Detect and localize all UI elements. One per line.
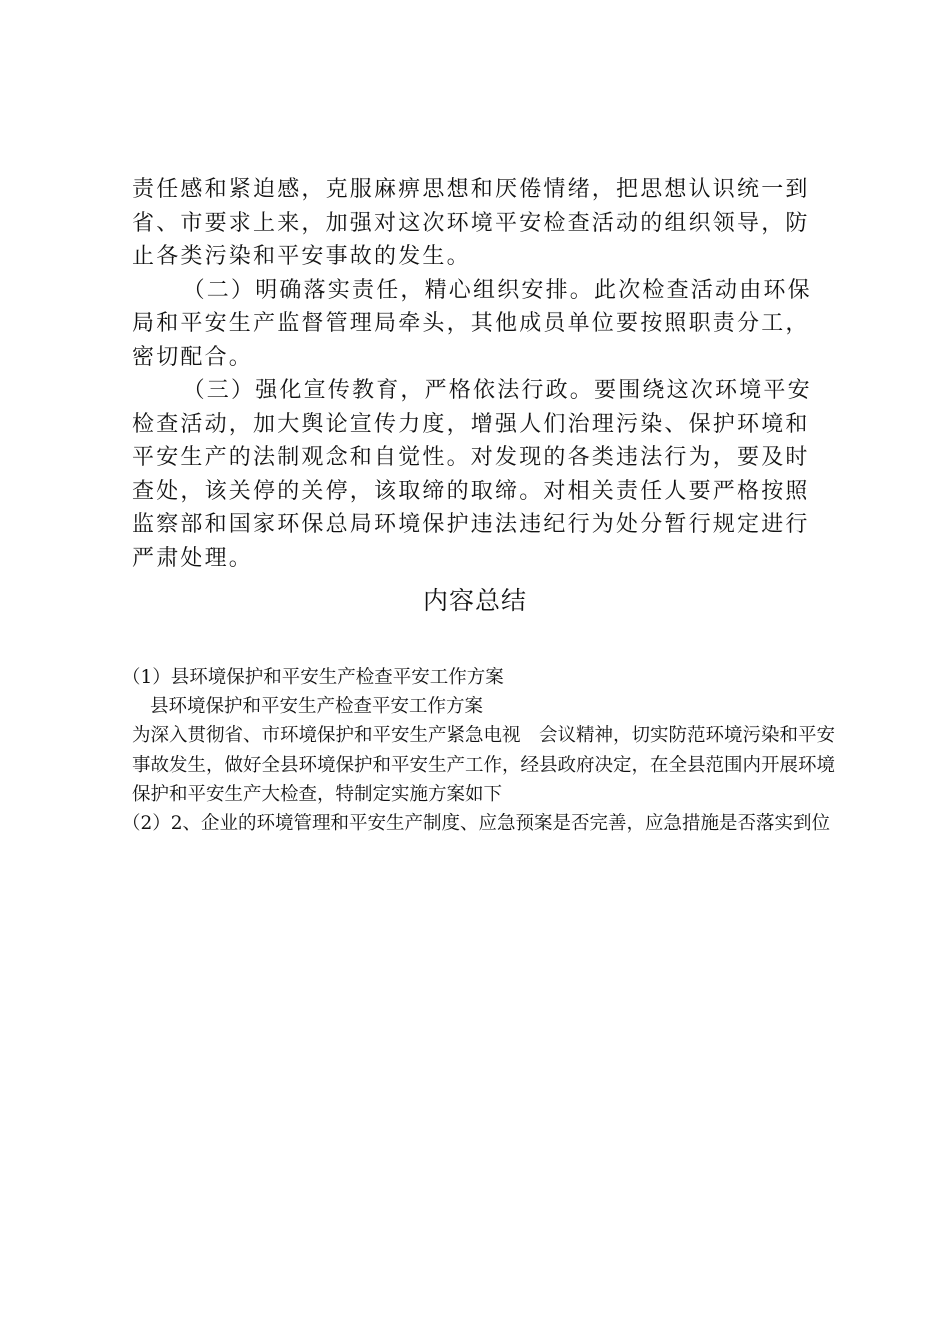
- body-paragraph-continuation: 责任感和紧迫感，克服麻痹思想和厌倦情绪，把思想认识统一到省、市要求上来，加强对这次环境平安检查活动的组织领导，防止各类污染和平安事故的发生。: [132, 177, 810, 269]
- summary-line-plan-title: 县环境保护和平安生产检查平安工作方案: [150, 696, 484, 718]
- summary-item-2: （2）2、企业的环境管理和平安生产制度、应急预案是否完善，应急措施是否落实到位: [122, 813, 831, 835]
- body-text: [132, 173, 832, 575]
- body-paragraph-publicity: （三）强化宣传教育，严格依法行政。要围绕这次环境平安检查活动，加大舆论宣传力度，增强人们治理污染、保护环境和平安生产的法制观念和自觉性。对发现的各类违法行为，要及时查处，该关停的关停，该取缔的取缔。对相关责任人要严格按照监察部和国家环保总局环境保护违法违纪行为处分暂行规定进行严肃处理。: [132, 378, 812, 571]
- summary-title: 内容总结: [422, 586, 527, 615]
- summary-line-intro: 为深入贯彻省、市环境保护和平安生产紧急电视 会议精神，切实防范环境污染和平安事故发生，做好全县环境保护和平安生产工作，经县政府决定，在全县范围内开展环境保护和平安生产大检查，特制定实施方案如下: [132, 725, 836, 805]
- summary-item-1: （1）县环境保护和平安生产检查平安工作方案: [122, 667, 504, 688]
- summary-section: [122, 663, 837, 838]
- body-paragraph-responsibility: （二）明确落实责任，精心组织安排。此次检查活动由环保局和平安生产监督管理局牵头，其他成员单位要按照职责分工，密切配合。: [132, 277, 812, 370]
